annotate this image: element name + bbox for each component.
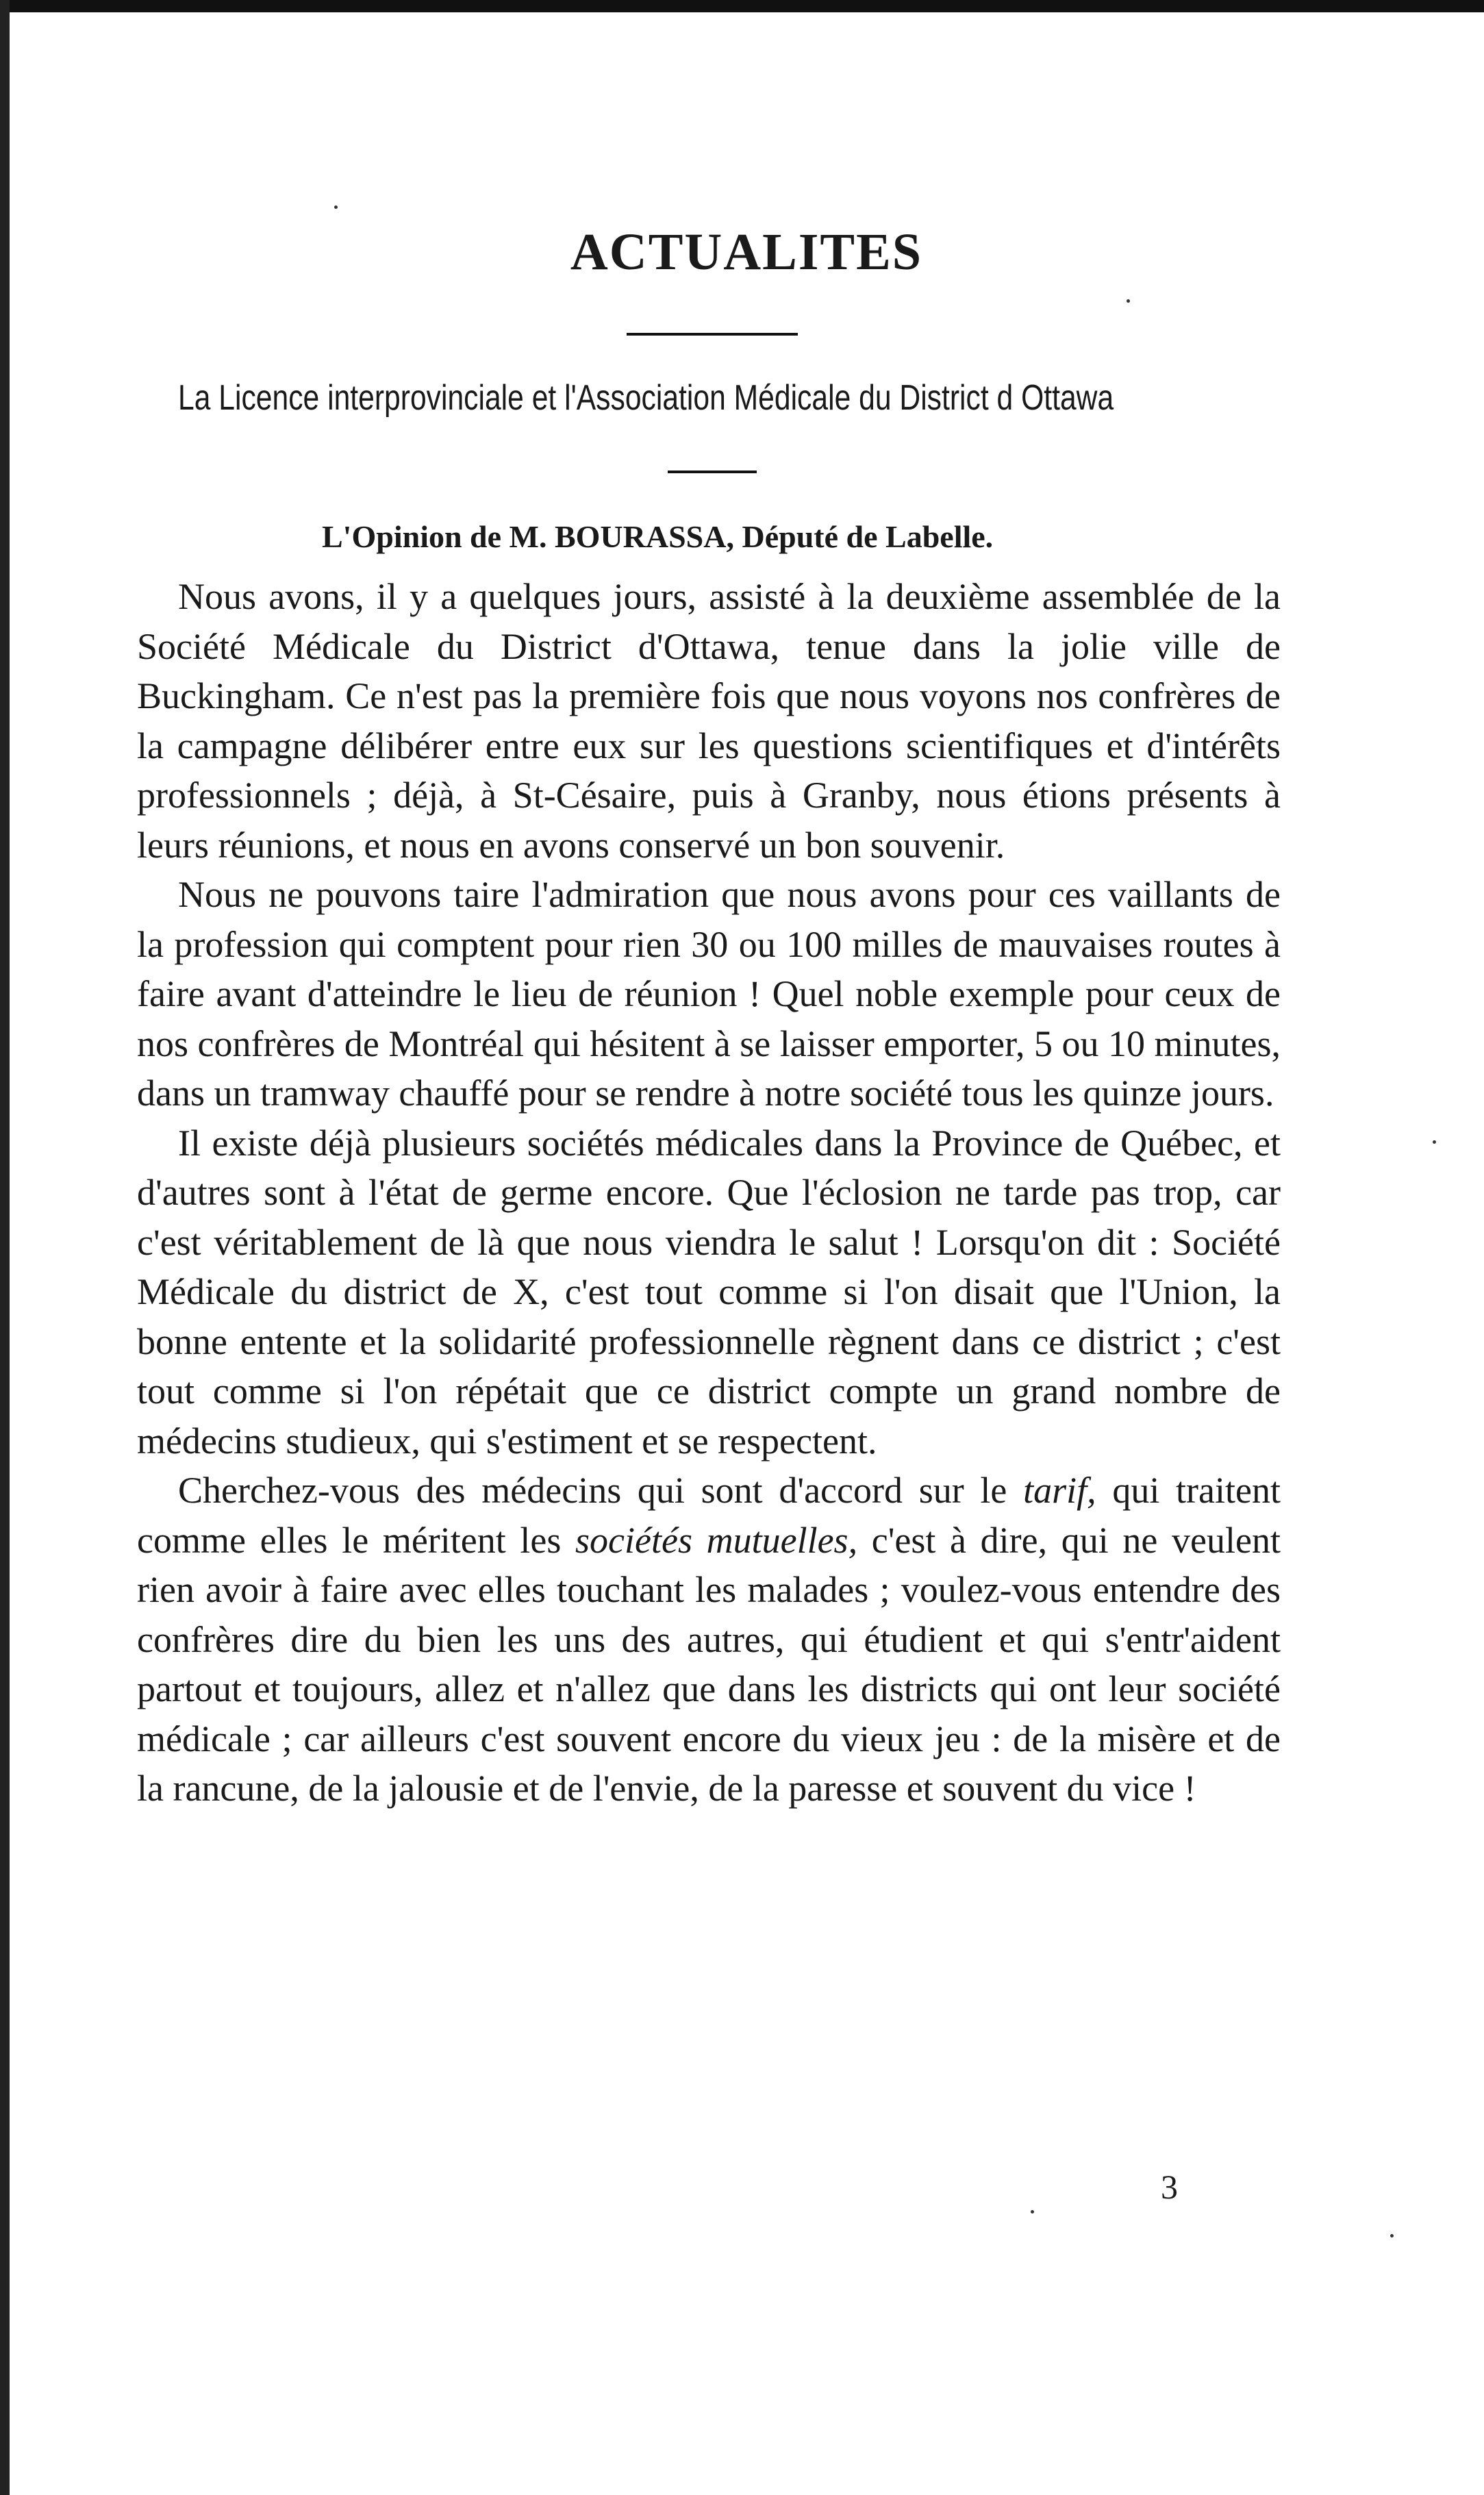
scan-speck [1433,1140,1436,1144]
article-byline: L'Opinion de M. BOURASSA, Député de Labelle. [322,519,994,554]
scan-speck [1031,2210,1034,2214]
paragraph-4 [137,1466,1281,1814]
scan-speck [334,205,338,209]
paragraph-3: Il existe déjà plusieurs sociétés médicales dans la Province de Québec, et d'autres sont à l'état de germe encore. Que l'éclosion ne tarde pas trop, car c'est véritablement de là que nous viendra le salut ! Lorsqu'on dit : Société Médicale du district de X, c'est tout comme si l'on disait que l'Union, la bonne entente et la solidarité professionnelle règnent dans ce district ; c'est tout comme si l'on répétait que ce district compte un grand nombre de médecins studieux, qui s'estiment et se respectent. [137,1122,1281,1462]
document-page [137,223,1281,1814]
paragraph-2: Nous ne pouvons taire l'admiration que nous avons pour ces vaillants de la profession qui comptent pour rien 30 ou 100 milles de mauvaises routes à faire avant d'atteindre le lieu de réunion ! Quel noble exemple pour ceux de nos confrères de Montréal qui hésitent à se laisser emporter, 5 ou 10 minutes, dans un tramway chauffé pour se rendre à notre société tous les quinze jours. [137,874,1281,1114]
page-title: ACTUALITES [570,223,923,281]
scan-edge-left [0,0,10,2495]
paragraph-4-part-c: c'est à dire, qui ne veulent rien avoir à faire avec elles touchant les malades ; voulez-vous entendre des confrères dire du bien les uns des autres, qui étudient et qui s'entr'aident partout et toujours, allez et n'allez que dans les districts qui ont leur société médicale ; car ailleurs c'est souvent encore du vieux jeu : de la misère et de la rancune, de la jalousie et de l'envie, de la paresse et souvent du vice ! [137,1519,1281,1809]
subtitle-divider [668,471,757,473]
paragraph-4-part-a: Cherchez-vous des médecins qui sont d'accord sur le [178,1470,1024,1511]
article-subtitle: La Licence interprovinciale et l'Association Médicale du District d Ottawa [178,378,1114,418]
societes-mutuelles-emphasis: sociétés mutuelles, [575,1519,858,1561]
paragraph-4-part-b: qui traitent comme elles le méritent les [137,1470,1281,1561]
tarif-emphasis: tarif, [1023,1470,1096,1511]
page-number: 3 [1161,2168,1178,2206]
scan-speck [1127,299,1130,303]
scan-speck [1390,2234,1394,2237]
article-body [137,572,1281,1814]
title-divider [627,333,798,336]
scan-edge-top [0,0,1484,12]
paragraph-1: Nous avons, il y a quelques jours, assisté à la deuxième assemblée de la Société Médicale du District d'Ottawa, tenue dans la jolie ville de Buckingham. Ce n'est pas la première fois que nous voyons nos confrères de la campagne délibérer entre eux sur les questions scientifiques et d'intérêts professionnels ; déjà, à St-Césaire, puis à Granby, nous étions présents à leurs réunions, et nous en avons conservé un bon souvenir. [137,576,1281,866]
